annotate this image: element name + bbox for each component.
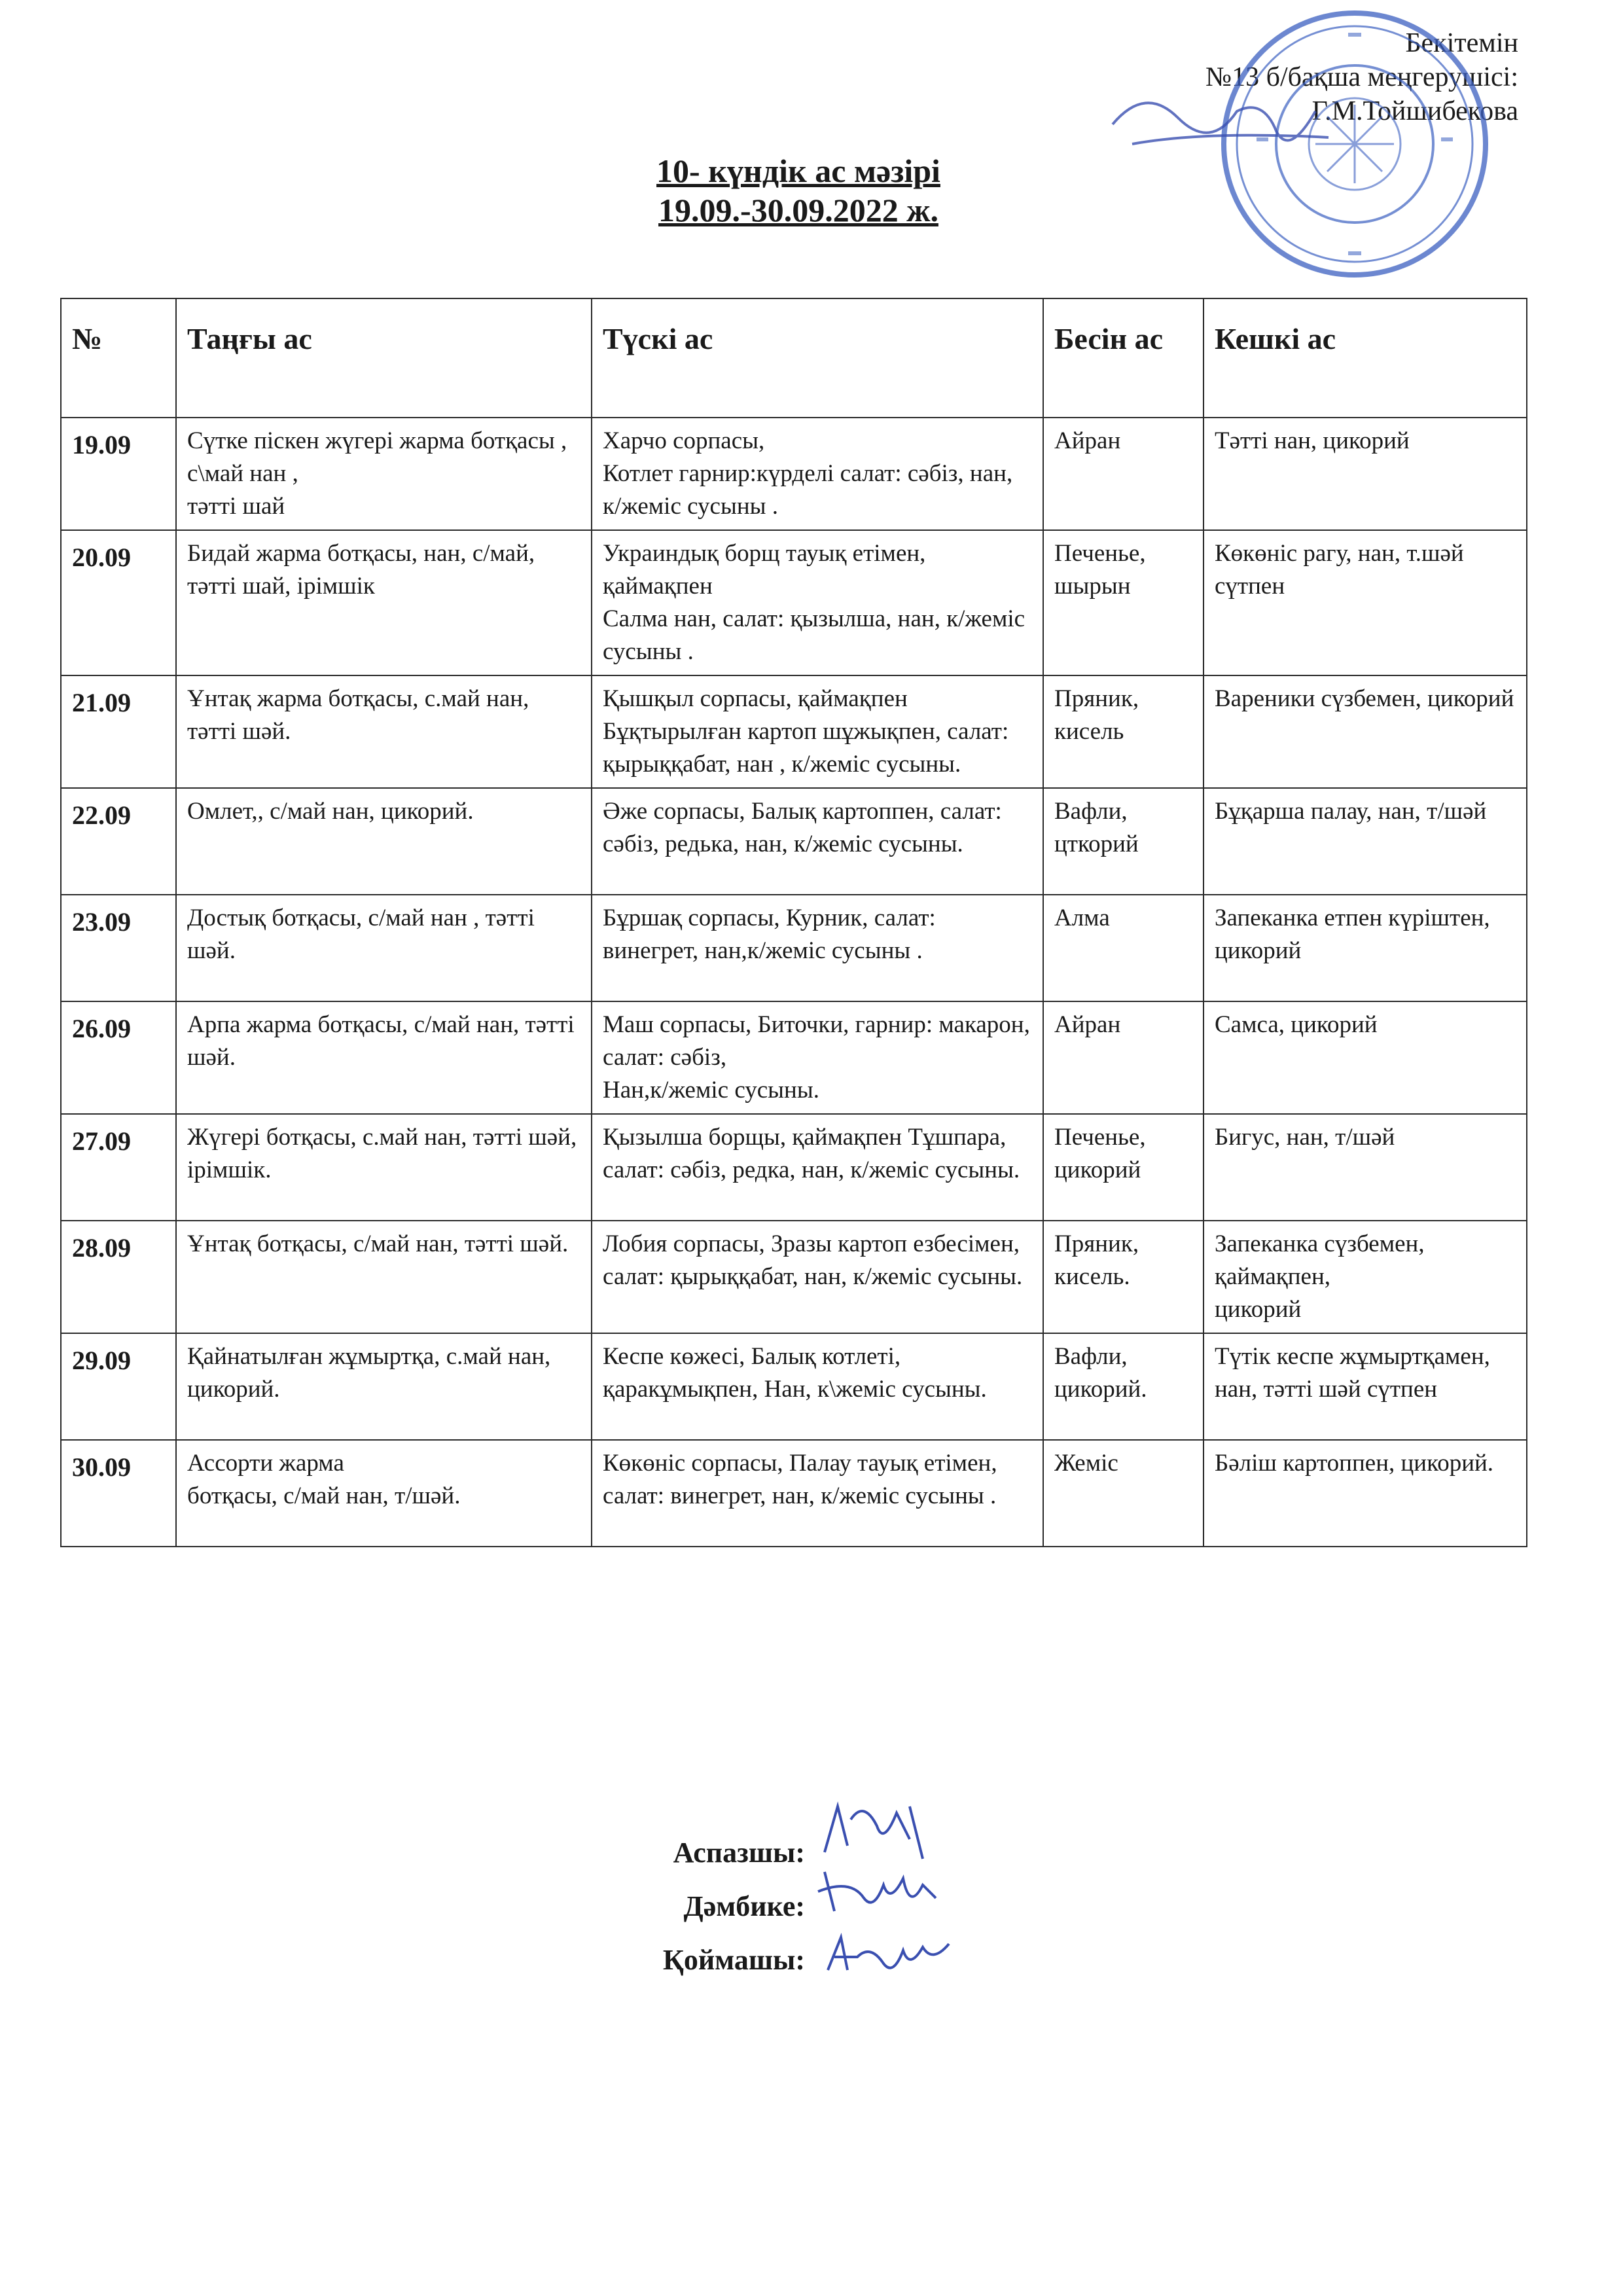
cell-date [61,1221,176,1333]
lunch-text: Әже сорпасы, Балық картоппен, салат: сәбіз, редька, нан, к/жеміс сусыны. [603,798,1002,857]
cell-breakfast [176,788,592,895]
date-text: 20.09 [72,543,131,572]
cell-breakfast [176,1001,592,1114]
lunch-text: Харчо сорпасы, Котлет гарнир:күрделі салат: сәбіз, нан, к/жеміс сусыны . [603,427,1013,520]
dinner-text: Запеканка сүзбемен, қаймақпен, цикорий [1215,1230,1425,1323]
cell-dinner [1204,418,1527,530]
date-text: 19.09 [72,430,131,459]
storekeeper-signature [818,1918,962,1990]
cell-lunch [592,1440,1043,1547]
cell-date [61,895,176,1001]
lunch-text: Лобия сорпасы, Зразы картоп езбесімен, салат: қырыққабат, нан, к/жеміс сусыны. [603,1230,1023,1290]
page-subtitle: 19.09.-30.09.2022 ж. [658,192,938,228]
cell-breakfast [176,895,592,1001]
breakfast-text: Ассорти жарма ботқасы, с/май нан, т/шәй. [187,1450,461,1509]
cell-breakfast [176,1333,592,1440]
dinner-text: Бигус, нан, т/шәй [1215,1124,1395,1151]
cell-lunch [592,788,1043,895]
cell-snack [1043,1114,1204,1221]
table-row [61,1440,1527,1547]
breakfast-text: Ұнтақ жарма ботқасы, с.май нан, тәтті шәй. [187,685,529,745]
cell-lunch [592,675,1043,788]
date-text: 23.09 [72,907,131,937]
cell-snack [1043,675,1204,788]
cell-breakfast [176,530,592,675]
cell-dinner [1204,895,1527,1001]
cell-dinner [1204,1440,1527,1547]
cell-lunch [592,895,1043,1001]
cell-dinner [1204,675,1527,788]
cell-snack [1043,895,1204,1001]
cook-label: Аспазшы: [673,1837,805,1869]
cell-snack [1043,1221,1204,1333]
cell-date [61,1440,176,1547]
cell-breakfast [176,1221,592,1333]
cell-lunch [592,530,1043,675]
snack-text: Пряник, кисель. [1054,1230,1139,1290]
cell-snack [1043,788,1204,895]
cell-date [61,675,176,788]
dinner-text: Көкөніс рагу, нан, т.шәй сүтпен [1215,540,1464,600]
date-text: 27.09 [72,1126,131,1156]
storekeeper-label: Қоймашы: [662,1944,805,1976]
snack-text: Жеміс [1054,1450,1118,1477]
cell-date [61,1114,176,1221]
snack-text: Айран [1054,427,1121,454]
dinner-text: Вареники сүзбемен, цикорий [1215,685,1514,712]
lunch-text: Украиндық борщ тауық етімен, қаймақпен Салма нан, салат: қызылша, нан, к/жеміс сусыны . [603,540,1026,665]
breakfast-text: Омлет,, с/май нан, цикорий. [187,798,474,825]
cell-breakfast [176,675,592,788]
cell-snack [1043,1333,1204,1440]
dinner-text: Бәліш картоппен, цикорий. [1215,1450,1494,1477]
cell-breakfast [176,1114,592,1221]
snack-text: Печенье, цикорий [1054,1124,1146,1183]
date-text: 28.09 [72,1233,131,1263]
breakfast-text: Арпа жарма ботқасы, с/май нан, тәтті шәй. [187,1011,575,1071]
cell-snack [1043,418,1204,530]
table-row [61,675,1527,788]
menu-table [60,298,1527,1547]
table-row [61,418,1527,530]
table-row [61,895,1527,1001]
snack-text: Вафли, цткорий [1054,798,1139,857]
date-text: 29.09 [72,1346,131,1375]
cell-lunch [592,1114,1043,1221]
cell-lunch [592,418,1043,530]
cell-dinner [1204,788,1527,895]
page-title: 10- күндік ас мәзірі [656,152,940,189]
header-lunch: Түскі ас [592,298,1043,418]
nurse-signature [812,1852,955,1924]
snack-text: Вафли, цикорий. [1054,1343,1147,1403]
dinner-text: Бұқарша палау, нан, т/шәй [1215,798,1487,825]
table-row [61,788,1527,895]
cell-snack [1043,530,1204,675]
dinner-text: Запеканка етпен күріштен, цикорий [1215,905,1490,964]
breakfast-text: Жүгері ботқасы, с.май нан, тәтті шәй, ірімшік. [187,1124,577,1183]
snack-text: Айран [1054,1011,1121,1038]
cell-date [61,530,176,675]
breakfast-text: Достық ботқасы, с/май нан , тәтті шәй. [187,905,535,964]
dinner-text: Тәтті нан, цикорий [1215,427,1410,454]
cell-dinner [1204,1333,1527,1440]
table-row [61,530,1527,675]
cell-date [61,1333,176,1440]
date-text: 26.09 [72,1014,131,1043]
cell-lunch [592,1001,1043,1114]
lunch-text: Қызылша борщы, қаймақпен Тұшпара, салат: сәбіз, редка, нан, к/жеміс сусыны. [603,1124,1020,1183]
nurse-label: Дәмбике: [683,1890,805,1922]
header-number: № [61,298,176,418]
snack-text: Пряник, кисель [1054,685,1139,745]
dinner-text: Түтік кеспе жұмыртқамен, нан, тәтті шәй сүтпен [1215,1343,1490,1403]
cell-lunch [592,1333,1043,1440]
approval-line-3: Г.М.Тойшибекова [1311,96,1518,126]
lunch-text: Маш сорпасы, Биточки, гарнир: макарон, салат: сәбіз, Нан,к/жеміс сусыны. [603,1011,1030,1103]
lunch-text: Бұршақ сорпасы, Курник, салат: винегрет, нан,к/жеміс сусыны . [603,905,936,964]
snack-text: Печенье, шырын [1054,540,1146,600]
cell-dinner [1204,1001,1527,1114]
date-text: 21.09 [72,688,131,717]
breakfast-text: Сүтке піскен жүгері жарма ботқасы , с\май нан , тәтті шай [187,427,567,520]
table-row [61,1333,1527,1440]
lunch-text: Көкөніс сорпасы, Палау тауық етімен, салат: винегрет, нан, к/жеміс сусыны . [603,1450,997,1509]
table-header-row [61,298,1527,418]
table-row [61,1114,1527,1221]
lunch-text: Қышқыл сорпасы, қаймақпен Бұқтырылған картоп шұжықпен, салат: қырыққабат, нан , к/жеміс сусыны. [603,685,1009,778]
cell-dinner [1204,530,1527,675]
cell-dinner [1204,1114,1527,1221]
table-row [61,1221,1527,1333]
breakfast-text: Бидай жарма ботқасы, нан, с/май, тәтті шай, ірімшік [187,540,535,600]
breakfast-text: Ұнтақ ботқасы, с/май нан, тәтті шәй. [187,1230,569,1257]
cell-date [61,788,176,895]
cell-breakfast [176,418,592,530]
breakfast-text: Қайнатылған жұмыртқа, с.май нан, цикорий. [187,1343,551,1403]
approval-line-2: №13 б/бақша меңгерушісі: [1205,62,1518,92]
header-dinner: Кешкі ас [1204,298,1527,418]
snack-text: Алма [1054,905,1110,931]
approval-line-1: Бекітемін [1405,28,1518,58]
dinner-text: Самса, цикорий [1215,1011,1378,1038]
cell-date [61,1001,176,1114]
cell-date [61,418,176,530]
signature-block [589,1826,805,1987]
header-snack: Бесін ас [1043,298,1204,418]
date-text: 30.09 [72,1452,131,1482]
cell-snack [1043,1440,1204,1547]
header-breakfast: Таңғы ас [176,298,592,418]
cell-snack [1043,1001,1204,1114]
lunch-text: Кеспе көжесі, Балық котлеті, қаракұмықпен, Нан, к\жеміс сусыны. [603,1343,987,1403]
date-text: 22.09 [72,800,131,830]
cell-lunch [592,1221,1043,1333]
cell-dinner [1204,1221,1527,1333]
table-row [61,1001,1527,1114]
cell-breakfast [176,1440,592,1547]
